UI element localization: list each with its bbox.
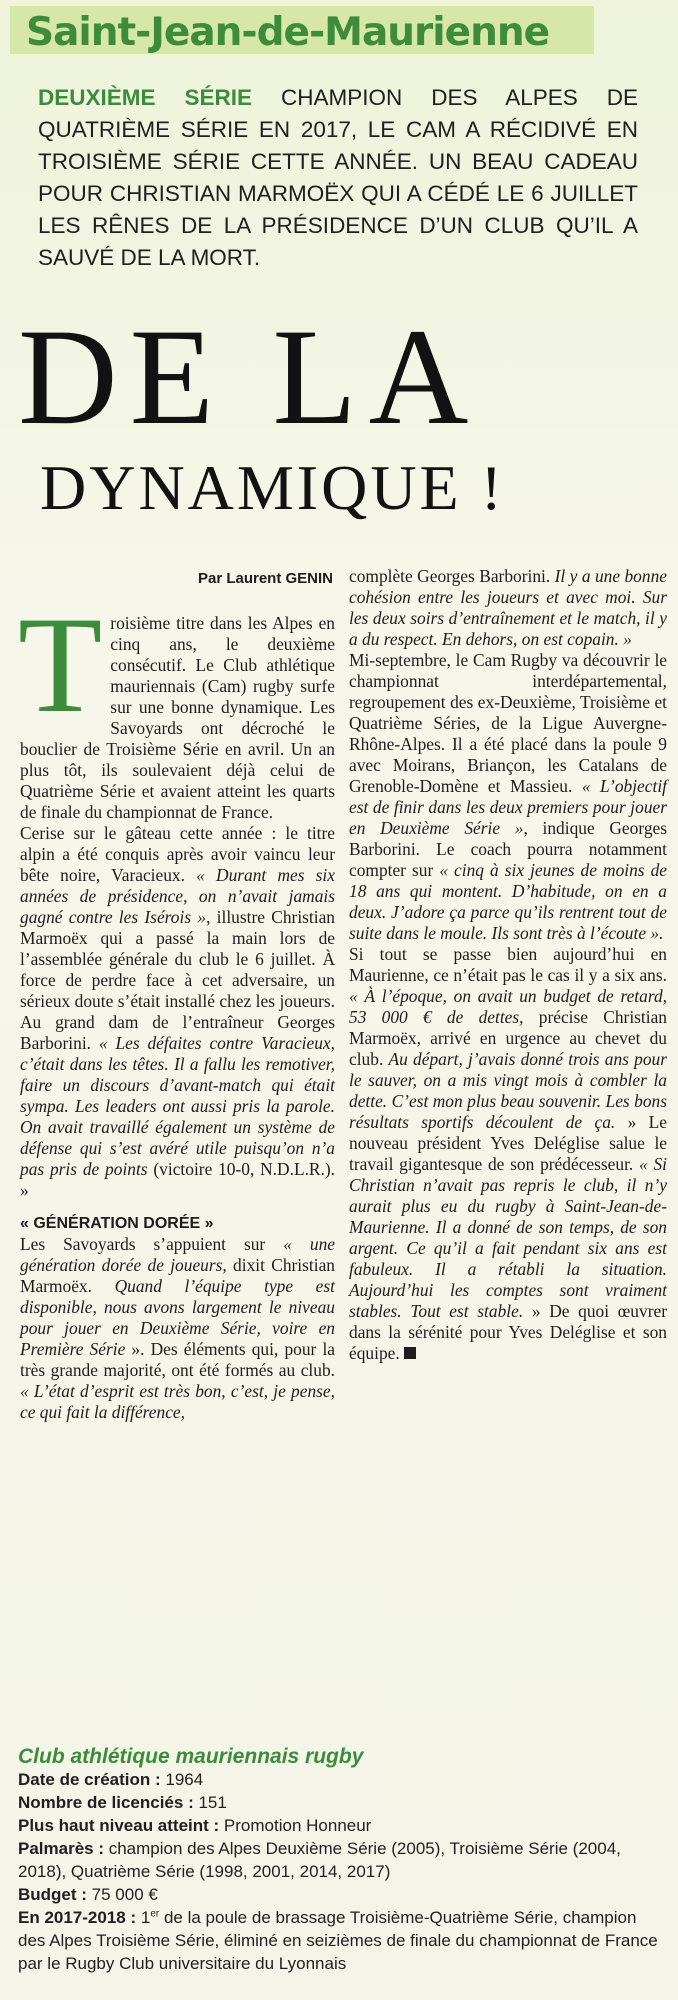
- subhead: « GÉNÉRATION DORÉE »: [20, 1215, 214, 1232]
- club-infobox: [18, 1745, 666, 1975]
- paragraph-3: Les Savoyards s’appuient sur « une génération dorée de joueurs, dixit Christian Marmoëx. Quand l’équipe type est disponible, nous avons largement le niveau pour jouer en Deuxième Série, voire en Première Série ». Des éléments qui, pour la très grande majorité, ont été formés au club. « L’état d’esprit est très bon, c’est, je pense, ce qui fait la différence,: [20, 1234, 336, 1422]
- fact-row: Plus haut niveau atteint : Promotion Honneur: [18, 1816, 372, 1835]
- fact-row: Palmarès : champion des Alpes Deuxième Série (2005), Troisième Série (2004, 2018), Quatrième Série (1998, 2001, 2014, 2017): [18, 1839, 621, 1881]
- lede-kicker: DEUXIÈME SÉRIE: [38, 85, 253, 110]
- byline: Par Laurent GENIN: [197, 570, 333, 587]
- paragraph-4: Mi-septembre, le Cam Rugby va découvrir le championnat interdépartemental, regroupement des ex-Deuxième, Troisième et Quatrième Séries, de la Ligue Auvergne-Rhône-Alpes. Il a été placé dans la poule 9 avec Moirans, Briançon, les Catalans de Grenoble-Domène et Massieu. « L’objectif est de finir dans les deux premiers pour jouer en Deuxième Série », indique Georges Barborini. Le coach pourra notamment compter sur « cinq à six jeunes de moins de 18 ans qui montent. D’habitude, on en a deux. J’adore ça parce qu’ils rentrent tout de suite dans le moule. Ils sont très à l’écoute ».: [349, 650, 668, 943]
- fact-row: Budget : 75 000 €: [18, 1885, 158, 1904]
- lede: [38, 82, 638, 274]
- paragraph-1: Troisième titre dans les Alpes en cinq ans, le deuxième consécutif. Le Club athlétique mauriennais (Cam) rugby surfe sur une bonne dynamique. Les Savoyards ont décroché le bouclier de Troisième Série en avril. Un an plus tôt, ils soulevaient déjà celui de Quatrième Série et avaient atteint les quarts de finale du championnat de France.: [18, 588, 335, 822]
- paragraph-3-continued: complète Georges Barborini. Il y a une bonne cohésion entre les joueurs et avec moi. Sur les deux soirs d’entraînement et le match, il y a du respect. En dehors, on est copain. »: [349, 566, 667, 649]
- headline-line-2: DYNAMIQUE !: [40, 452, 505, 523]
- section-title: Saint-Jean-de-Maurienne: [26, 10, 550, 55]
- article-column-left: [20, 565, 335, 1423]
- paragraph-2: Cerise sur le gâteau cette année : le titre alpin a été conquis après avoir vaincu leur bête noire, Varacieux. « Durant mes six années de présidence, on n’avait jamais gagné contre les Isérois », illustre Christian Marmoëx qui a passé la main lors de l’assemblée générale du club le 6 juillet. À force de perdre face à cet adversaire, un sérieux doute s’était installé chez les joueurs. Au grand dam de l’entraîneur Georges Barborini. « Les défaites contre Varacieux, c’était dans les têtes. Il a fallu les remotiver, faire un discours d’avant-match qui était sympa. Les leaders ont aussi pris la parole. On avait travaillé également un système de défense qui s’est avéré utile puisqu’on n’a pas pris de points (victoire 10-0, N.D.L.R.). »: [20, 823, 336, 1200]
- lede-text: CHAMPION DES ALPES DE QUATRIÈME SÉRIE EN 2017, LE CAM A RÉCIDIVÉ EN TROISIÈME SÉRIE CETTE ANNÉE. UN BEAU CADEAU POUR CHRISTIAN MARMOËX QUI A CÉDÉ LE 6 JUILLET LES RÊNES DE LA PRÉSIDENCE D’UN CLUB QU’IL A SAUVÉ DE LA MORT.: [38, 85, 638, 270]
- paragraph-5: Si tout se passe bien aujourd’hui en Maurienne, ce n’était pas le cas il y a six ans. « À l’époque, on avait un budget de retard, 53 000 € de dettes, précise Christian Marmoëx, arrivé en urgence au chevet du club. Au départ, j’avais donné trois ans pour le sauver, on a mis vingt mois à combler la dette. C’est mon plus beau souvenir. Les bons résultats sportifs découlent de ça. » Le nouveau président Yves Deléglise salue le travail gigantesque de son prédécesseur. « Si Christian n’avait pas repris le club, il n’y aurait plus eu du rugby à Saint-Jean-de-Maurienne. Il a donné de son temps, de son argent. Ce qu’il a fait pendant six ans est fabuleux. Il a rétabli la situation. Aujourd’hui les comptes sont vraiment stables. Tout est stable. » De quoi œuvrer dans la sérénité pour Yves Deléglise et son équipe.: [349, 944, 668, 1363]
- fact-row: Nombre de licenciés : 151: [18, 1793, 227, 1812]
- infobox-title: Club athlétique mauriennais rugby: [18, 1745, 364, 1768]
- end-mark: [404, 1347, 416, 1359]
- dropcap: T: [18, 588, 103, 741]
- season-row: En 2017-2018 : 1er de la poule de brassage Troisième-Quatrième Série, champion des Alpes Troisième Série, éliminé en seizièmes de finale du championnat de France par le Rugby Club universitaire du Lyonnais: [18, 1908, 658, 1973]
- fact-row: Date de création : 1964: [18, 1770, 204, 1789]
- section-banner: [10, 6, 594, 54]
- article-column-right: [349, 566, 667, 1364]
- headline-line-1: DE LA: [18, 300, 481, 453]
